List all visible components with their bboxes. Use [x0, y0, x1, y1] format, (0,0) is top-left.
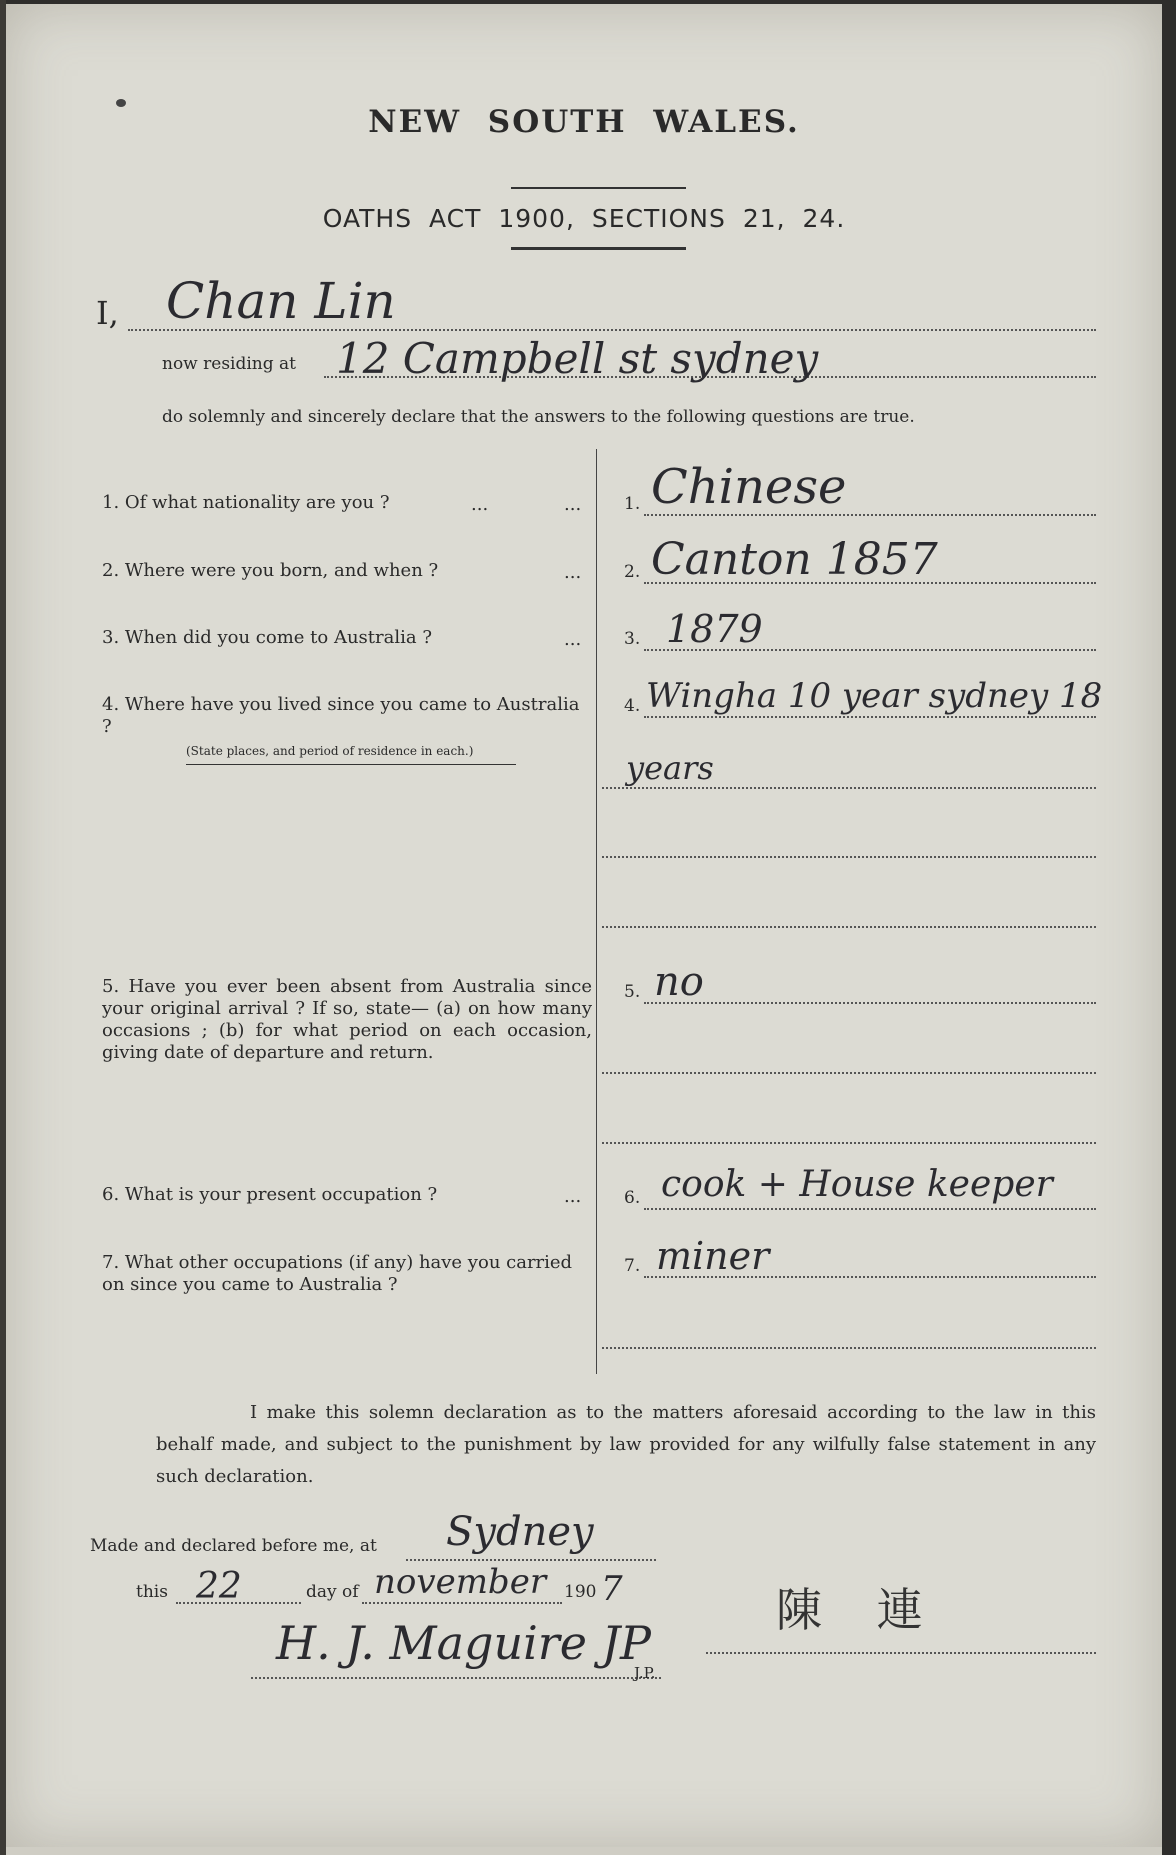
- answer-1-number: 1.: [624, 494, 641, 514]
- answer-5-line-2: [602, 1072, 1096, 1074]
- year-handwritten: 7: [601, 1569, 623, 1609]
- place-line: [406, 1559, 656, 1561]
- signature-line: [251, 1677, 661, 1679]
- declare-text: do solemnly and sincerely declare that the answers to the following questions are true.: [162, 407, 915, 427]
- answer-4-number: 4.: [624, 696, 641, 716]
- year-printed: 190: [564, 1582, 597, 1602]
- declared-month: november: [374, 1562, 547, 1602]
- question-2: 2. Where were you born, and when ?: [102, 560, 439, 581]
- answer-5: no: [654, 959, 704, 1005]
- made-declared-label: Made and declared before me, at: [90, 1536, 377, 1556]
- title-rule-top: [511, 187, 686, 189]
- question-1-leader-2: ...: [564, 494, 582, 515]
- declared-place: Sydney: [446, 1509, 594, 1555]
- declarant-prefix: I,: [96, 294, 119, 332]
- declared-day: 22: [196, 1566, 242, 1607]
- question-3: 3. When did you come to Australia ?: [102, 627, 432, 648]
- day-of-label: day of: [306, 1582, 359, 1602]
- question-5: 5. Have you ever been absent from Australia since your original arrival ? If so, state— (a) on how many occasions ; (b) for what period on each occasion, giving date of departure and return.: [102, 976, 592, 1063]
- this-label: this: [136, 1582, 168, 1602]
- answer-3-number: 3.: [624, 629, 641, 649]
- question-4: 4. Where have you lived since you came to Australia ?: [102, 694, 580, 737]
- declarant-name: Chan Lin: [166, 272, 396, 330]
- scan-edge-right: [1162, 0, 1176, 1855]
- declarant-signature-line: [706, 1652, 1096, 1654]
- title-rule-bottom: [511, 247, 686, 250]
- answer-5-line-3: [602, 1142, 1096, 1144]
- answer-7-line-2: [602, 1347, 1096, 1349]
- column-divider: [596, 449, 597, 1374]
- question-7: 7. What other occupations (if any) have you carried on since you came to Australia ?: [102, 1252, 573, 1295]
- jp-label: J.P.: [634, 1664, 656, 1682]
- answer-4-line-4: [602, 926, 1096, 928]
- answer-5-line: [644, 1002, 1096, 1004]
- answer-4-line-2: [602, 787, 1096, 789]
- question-4-note: (State places, and period of residence in each.): [186, 744, 474, 758]
- question-1: 1. Of what nationality are you ?: [102, 492, 390, 513]
- answer-7: miner: [656, 1234, 770, 1278]
- answer-6-number: 6.: [624, 1188, 641, 1208]
- page-title: NEW SOUTH WALES.: [368, 104, 800, 140]
- question-2-leader: ...: [564, 562, 582, 583]
- question-6: 6. What is your present occupation ?: [102, 1184, 438, 1205]
- answer-4-line-3: [602, 856, 1096, 858]
- question-3-leader: ...: [564, 629, 582, 650]
- answer-7-number: 7.: [624, 1256, 641, 1276]
- answer-1: Chinese: [651, 459, 847, 515]
- answer-2: Canton 1857: [651, 534, 938, 585]
- answer-6: cook + House keeper: [661, 1164, 1053, 1205]
- answer-2-number: 2.: [624, 562, 641, 582]
- page-subtitle: OATHS ACT 1900, SECTIONS 21, 24.: [322, 204, 846, 233]
- answer-4-continued: years: [626, 749, 714, 787]
- declaration-form: [6, 4, 1162, 1847]
- question-1-leader: ...: [471, 494, 489, 515]
- answer-3: 1879: [666, 607, 763, 651]
- question-6-leader: ...: [564, 1186, 582, 1207]
- residing-label: now residing at: [162, 354, 297, 374]
- month-line: [362, 1602, 562, 1604]
- answer-6-line: [644, 1208, 1096, 1210]
- declarant-address: 12 Campbell st sydney: [336, 334, 819, 383]
- jp-signature: H. J. Maguire JP: [276, 1616, 652, 1670]
- answer-4-line: [644, 716, 1096, 718]
- solemn-declaration: I make this solemn declaration as to the matters aforesaid according to the law in this behalf made, and subject to the punishment by law provided for any wilfully false statement in any such declaration.: [156, 1402, 1096, 1487]
- answer-5-number: 5.: [624, 982, 641, 1002]
- chinese-signature: 陳 連: [776, 1583, 943, 1637]
- answer-4: Wingha 10 year sydney 18: [646, 676, 1103, 716]
- question-4-note-rule: [186, 764, 516, 765]
